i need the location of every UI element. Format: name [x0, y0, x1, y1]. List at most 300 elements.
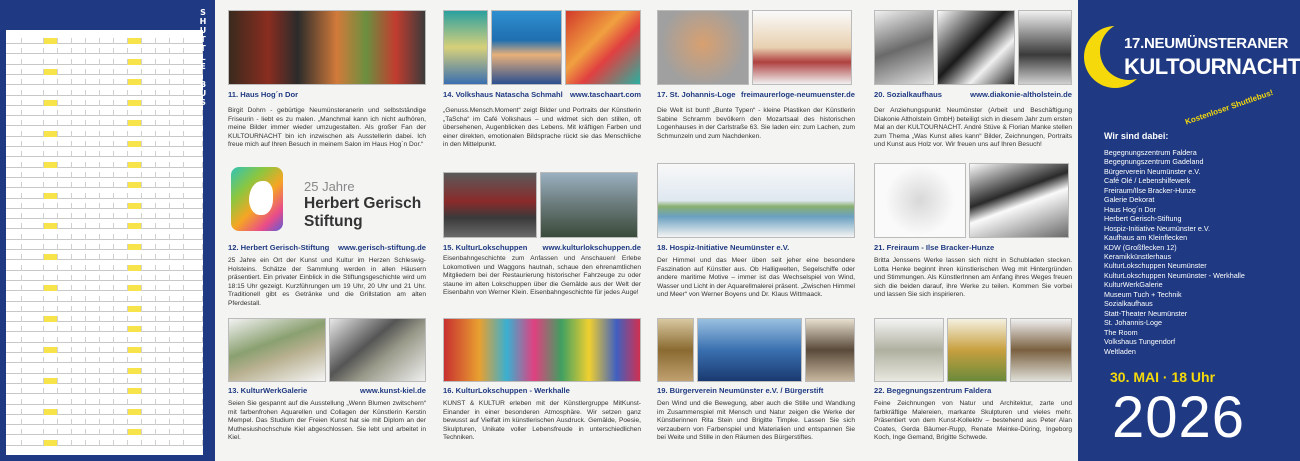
entry-11	[228, 10, 426, 162]
shuttle-cell	[22, 182, 44, 188]
shuttle-cell	[6, 429, 22, 435]
shuttle-cell	[170, 419, 184, 425]
shuttle-cell	[156, 296, 170, 302]
shuttle-cell	[114, 48, 128, 54]
entry-18-text: Der Himmel und das Meer üben seit jeher eine besondere Faszination auf Künstler aus. Ob Halligwelten, Segelschiffe oder andere maritime Motive – immer ist das Wechselspiel von Wind, Wasser und Licht in der Aquarellmalerei präsent. „Zwischen Himmel und Meer“ von Werner Boyens und Dr. Klaus Wittmaack.	[657, 257, 856, 299]
shuttle-cell	[86, 399, 100, 405]
entry-11-images	[228, 10, 426, 85]
shuttle-cell	[58, 440, 72, 446]
shuttle-cell	[86, 347, 100, 353]
shuttle-cell	[6, 193, 22, 199]
shuttle-cell	[114, 182, 128, 188]
entry-11-text: Birgit Dohrn - gebürtige Neumünsteranerin und selbstständige Friseurin - liebt es zu malen. „Manchmal kann ich nicht aufhören, meine Bilder immer wieder umzugestalten. Als großer Fan der KULTOURNACHT bin ich inzwischen als Ausstellerin dabei. Ich freue mich auf Ihren Besuch in meinem Salon im Haus Hog´n Dor.“	[228, 107, 426, 149]
participant-item: Begegnungszentrum Gadeland	[1104, 157, 1204, 167]
shuttle-cell	[170, 182, 184, 188]
shuttle-row	[6, 213, 203, 219]
shuttle-cell	[44, 59, 58, 65]
shuttle-cell	[156, 285, 170, 291]
entry-19-text: Den Wind und die Bewegung, aber auch die Stille und Wandlung im Zusammenspiel mit Mensch und Natur zeigen die Werke der Künstlerinnen Rita Stein und Brigitte Timpke. Lassen Sie sich verzaubern von Farbenspiel und Materialien und entspannen Sie bei Weite und Stille in den Räumen des Bürgerstiftes.	[657, 400, 855, 442]
shuttle-cell	[6, 203, 22, 209]
shuttle-cell	[128, 151, 142, 157]
shuttle-row	[6, 378, 203, 384]
shuttle-cell	[128, 234, 142, 240]
shuttle-cell	[58, 306, 72, 312]
shuttle-cell	[22, 337, 44, 343]
participant-item: Herbert Gerisch-Stiftung	[1104, 214, 1182, 224]
shuttle-cell	[170, 48, 184, 54]
entry-14-photo-1	[443, 10, 488, 85]
shuttle-cell	[6, 100, 22, 106]
entry-15-url[interactable]: www.kulturlokschuppen.de	[542, 243, 641, 252]
shuttle-cell	[22, 296, 44, 302]
shuttle-cell	[170, 357, 184, 363]
entry-14-url[interactable]: www.taschaart.com	[569, 90, 641, 99]
shuttle-row	[6, 254, 203, 260]
participant-item: Kaufhaus am Kleinflecken	[1104, 233, 1188, 243]
shuttle-cell	[86, 110, 100, 116]
shuttle-cell	[44, 234, 58, 240]
shuttle-cell	[114, 69, 128, 75]
shuttle-cell	[86, 213, 100, 219]
shuttle-cell	[128, 213, 142, 219]
shuttle-cell	[72, 193, 86, 199]
entry-14-photo-3	[565, 10, 641, 85]
shuttle-cell	[128, 110, 142, 116]
shuttle-cell	[114, 337, 128, 343]
shuttle-cell	[86, 254, 100, 260]
shuttle-cell	[58, 213, 72, 219]
shuttle-cell	[44, 409, 58, 415]
shuttle-cell	[58, 409, 72, 415]
shuttle-cell	[142, 100, 156, 106]
shuttle-cell	[170, 234, 184, 240]
shuttle-cell	[6, 223, 22, 229]
participant-item: KDW (Großflecken 12)	[1104, 242, 1177, 252]
shuttle-cell	[184, 193, 203, 199]
shuttle-cell	[184, 141, 203, 147]
participant-item: Hospiz-Initiative Neumünster e.V.	[1104, 223, 1210, 233]
shuttle-cell	[58, 120, 72, 126]
participant-item: Statt-Theater Neumünster	[1104, 308, 1188, 318]
entry-14-photo-2	[491, 10, 562, 85]
shuttle-cell	[72, 213, 86, 219]
shuttle-cell	[128, 38, 142, 44]
shuttle-cell	[142, 59, 156, 65]
shuttle-cell	[114, 131, 128, 137]
shuttle-cell	[72, 275, 86, 281]
shuttle-cell	[156, 347, 170, 353]
shuttle-cell	[156, 429, 170, 435]
shuttle-row	[6, 38, 203, 44]
shuttle-cell	[6, 172, 22, 178]
shuttle-cell	[100, 296, 114, 302]
shuttle-cell	[114, 100, 128, 106]
entry-20-text: Der Anziehungspunkt Neumünster (Arbeit und Beschäftigung Diakonie Altholstein GmbH) beteiligt sich in diesem Jahr zum ersten Mal an der KULTOURNACHT. André Stüve & Florian Manke stellen zum Thema „Was Kunst alles kann“ Bilder, Zeichnungen, Portraits und Kunst aus Holz vor. Wir freuen uns auf Ihren Besuch!	[874, 107, 1072, 149]
participant-item: Sozialkaufhaus	[1104, 299, 1153, 309]
participant-item: Volkshaus Tungendorf	[1104, 337, 1176, 347]
shuttle-cell	[86, 79, 100, 85]
shuttle-cell	[114, 254, 128, 260]
shuttle-cell	[142, 141, 156, 147]
shuttle-cell	[156, 172, 170, 178]
shuttle-cell	[142, 419, 156, 425]
shuttle-row	[6, 337, 203, 343]
shuttle-cell	[58, 337, 72, 343]
shuttle-cell	[142, 162, 156, 168]
column-1	[228, 0, 426, 461]
shuttle-cell	[22, 419, 44, 425]
shuttle-row	[6, 347, 203, 353]
shuttle-cell	[86, 388, 100, 394]
shuttle-cell	[44, 213, 58, 219]
shuttle-cell	[114, 368, 128, 374]
entry-20	[874, 10, 1072, 162]
entry-14	[443, 10, 641, 162]
entry-21-photo-1	[874, 163, 966, 238]
shuttle-cell	[6, 440, 22, 446]
shuttle-cell	[170, 223, 184, 229]
shuttle-cell	[86, 172, 100, 178]
shuttle-cell	[22, 193, 44, 199]
shuttle-cell	[22, 172, 44, 178]
shuttle-cell	[184, 429, 203, 435]
shuttle-cell	[72, 347, 86, 353]
shuttle-cell	[114, 409, 128, 415]
shuttle-cell	[44, 440, 58, 446]
shuttle-cell	[100, 120, 114, 126]
shuttle-cell	[100, 254, 114, 260]
entry-16-photo	[443, 318, 641, 382]
shuttle-cell	[170, 347, 184, 353]
shuttle-cell	[170, 388, 184, 394]
shuttle-cell	[44, 193, 58, 199]
shuttle-cell	[100, 100, 114, 106]
shuttle-cell	[6, 244, 22, 250]
entry-11-title: 11. Haus Hog´n Dor	[228, 90, 299, 99]
shuttle-cell	[22, 79, 44, 85]
shuttle-cell	[44, 151, 58, 157]
entry-21-text: Britta Jenssens Werke lassen sich nicht in Schubladen stecken. Lotta Henke beginnt ihren künstlerischen Weg mit Hintergründen und Stimmungen. Als KünstlerInnen am Anfang ihres Weges freuen sich die beiden darauf, ihre Werke zu teilen. Kommen Sie vorbei und lassen Sie sich inspirieren.	[874, 257, 1072, 299]
shuttle-cell	[86, 162, 100, 168]
shuttle-cell	[72, 48, 86, 54]
shuttle-cell	[22, 234, 44, 240]
shuttle-row	[6, 69, 203, 75]
shuttle-cell	[22, 347, 44, 353]
shuttle-cell	[86, 368, 100, 374]
shuttle-cell	[156, 59, 170, 65]
shuttle-cell	[128, 337, 142, 343]
shuttle-row	[6, 326, 203, 332]
entry-22-photo-3	[1010, 318, 1072, 382]
shuttle-cell	[72, 182, 86, 188]
entry-13-photo-2	[329, 318, 426, 382]
shuttle-cell	[156, 141, 170, 147]
shuttle-cell	[142, 296, 156, 302]
gerisch-logo-years: 25 Jahre	[304, 179, 355, 194]
shuttle-cell	[156, 69, 170, 75]
shuttle-cell	[44, 172, 58, 178]
shuttle-row	[6, 48, 203, 54]
shuttle-cell	[100, 193, 114, 199]
shuttle-cell	[44, 378, 58, 384]
participant-item: KulturLokschuppen Neumünster	[1104, 261, 1207, 271]
shuttle-cell	[44, 120, 58, 126]
shuttle-cell	[22, 223, 44, 229]
shuttle-cell	[114, 388, 128, 394]
entry-12-text: 25 Jahre ein Ort der Kunst und Kultur im Herzen Schleswig-Holsteins. Schätze der Sammlung werden in allen Häusern präsentiert. Ein privater Einblick in die Stiftungsgeschichte wird um 18:15 Uhr gezeigt. Kurzführungen um 19 Uhr, 20 Uhr und 21 Uhr. Traditionell gibt es Getränke und die Grillstation am alten Pferdestall.	[228, 257, 426, 307]
shuttle-cell	[156, 419, 170, 425]
shuttle-cell	[58, 429, 72, 435]
shuttle-cell	[72, 172, 86, 178]
shuttle-cell	[142, 193, 156, 199]
shuttle-row	[6, 440, 203, 446]
shuttle-cell	[114, 223, 128, 229]
shuttle-cell	[100, 131, 114, 137]
shuttle-cell	[170, 69, 184, 75]
shuttle-cell	[156, 131, 170, 137]
shuttle-cell	[128, 69, 142, 75]
entry-20-photo-3	[1018, 10, 1072, 85]
entry-17	[657, 10, 855, 162]
shuttle-row	[6, 357, 203, 363]
shuttle-cell	[184, 265, 203, 271]
shuttle-cell	[22, 69, 44, 75]
participant-item: Galerie Dekorat	[1104, 195, 1155, 205]
shuttle-cell	[100, 141, 114, 147]
shuttle-cell	[44, 285, 58, 291]
participant-item: KulturWerkGalerie	[1104, 280, 1163, 290]
shuttle-cell	[100, 265, 114, 271]
shuttle-cell	[184, 409, 203, 415]
shuttle-cell	[170, 337, 184, 343]
entry-13-url[interactable]: www.kunst-kiel.de	[360, 386, 426, 395]
shuttle-cell	[170, 440, 184, 446]
entry-16	[443, 318, 641, 458]
entry-15-photo-1	[443, 172, 537, 238]
shuttle-cell	[100, 223, 114, 229]
shuttle-cell	[114, 399, 128, 405]
shuttle-row	[6, 59, 203, 65]
shuttle-cell	[86, 275, 100, 281]
shuttle-cell	[22, 285, 44, 291]
shuttle-cell	[114, 347, 128, 353]
shuttle-cell	[142, 326, 156, 332]
column-3	[657, 0, 855, 461]
shuttle-cell	[6, 48, 22, 54]
shuttle-cell	[22, 90, 44, 96]
shuttle-cell	[72, 38, 86, 44]
shuttle-cell	[128, 48, 142, 54]
shuttle-cell	[114, 296, 128, 302]
shuttle-cell	[128, 378, 142, 384]
shuttle-cell	[86, 409, 100, 415]
shuttle-cell	[72, 151, 86, 157]
shuttle-cell	[170, 172, 184, 178]
entry-20-images	[874, 10, 1072, 85]
shuttle-cell	[170, 59, 184, 65]
shuttle-cell	[128, 244, 142, 250]
shuttle-cell	[22, 38, 44, 44]
shuttle-cell	[58, 59, 72, 65]
shuttle-cell	[72, 378, 86, 384]
shuttle-cell	[6, 151, 22, 157]
shuttle-cell	[6, 131, 22, 137]
shuttle-cell	[44, 399, 58, 405]
shuttle-cell	[6, 265, 22, 271]
shuttle-cell	[142, 388, 156, 394]
shuttle-cell	[6, 275, 22, 281]
participant-item: Begegnungszentrum Faldera	[1104, 148, 1197, 157]
entry-12-url[interactable]: www.gerisch-stiftung.de	[338, 243, 426, 252]
entry-17-url[interactable]: freimaurerloge-neumuenster.de	[741, 90, 855, 99]
shuttle-cell	[58, 357, 72, 363]
entry-20-photo-2	[937, 10, 1015, 85]
shuttle-cell	[86, 357, 100, 363]
shuttle-cell	[184, 378, 203, 384]
shuttle-cell	[58, 234, 72, 240]
shuttle-title: S H U T T L E B U S	[199, 8, 207, 107]
participant-item: Weltladen	[1104, 346, 1136, 356]
entry-13-text: Seien Sie gespannt auf die Ausstellung „Wenn Blumen zwitschern“ mit farbenfrohen Aquarellen und Collagen der Künstlerin Kerstin Mempel. Das Studium der Freien Kunst hat sie mit Diplom an der Muthesiushochschule Kiel abgeschlossen. Sie lebt und arbeitet in Kiel.	[228, 400, 426, 442]
shuttle-cell	[114, 265, 128, 271]
shuttle-cell	[6, 388, 22, 394]
shuttle-cell	[156, 110, 170, 116]
shuttle-cell	[44, 69, 58, 75]
shuttle-cell	[22, 265, 44, 271]
shuttle-cell	[184, 254, 203, 260]
shuttle-cell	[114, 244, 128, 250]
shuttle-cell	[156, 234, 170, 240]
shuttle-cell	[100, 213, 114, 219]
entry-12-title: 12. Herbert Gerisch-Stiftung www.gerisch-stiftung.de	[228, 243, 426, 252]
shuttle-cell	[72, 234, 86, 240]
shuttle-cell	[142, 275, 156, 281]
shuttle-cell	[22, 440, 44, 446]
shuttle-row	[6, 131, 203, 137]
entry-18-images	[657, 163, 855, 238]
shuttle-cell	[22, 306, 44, 312]
shuttle-cell	[58, 368, 72, 374]
shuttle-cell	[128, 182, 142, 188]
shuttle-cell	[44, 306, 58, 312]
shuttle-cell	[6, 59, 22, 65]
shuttle-cell	[86, 419, 100, 425]
entry-19-photo-3	[805, 318, 855, 382]
shuttle-row	[6, 429, 203, 435]
shuttle-cell	[6, 357, 22, 363]
shuttle-cell	[114, 151, 128, 157]
shuttle-cell	[6, 368, 22, 374]
shuttle-cell	[58, 100, 72, 106]
shuttle-cell	[100, 368, 114, 374]
entry-15-photo-2	[540, 172, 638, 238]
shuttle-cell	[44, 275, 58, 281]
participant-item: Keramikkünstlerhaus	[1104, 251, 1172, 261]
shuttle-cell	[22, 326, 44, 332]
shuttle-cell	[142, 440, 156, 446]
shuttle-row	[6, 285, 203, 291]
participant-item: The Room	[1104, 327, 1138, 337]
shuttle-row	[6, 182, 203, 188]
shuttle-cell	[72, 419, 86, 425]
shuttle-cell	[128, 254, 142, 260]
shuttle-cell	[114, 79, 128, 85]
shuttle-cell	[184, 285, 203, 291]
shuttle-cell	[142, 213, 156, 219]
shuttle-cell	[114, 326, 128, 332]
shuttle-row	[6, 193, 203, 199]
entry-19-title: 19. Bürgerverein Neumünster e.V. / Bürgerstift	[657, 386, 824, 395]
shuttle-row	[6, 162, 203, 168]
shuttle-cell	[114, 38, 128, 44]
shuttle-cell	[6, 254, 22, 260]
shuttle-cell	[72, 59, 86, 65]
shuttle-cell	[44, 337, 58, 343]
shuttle-cell	[142, 182, 156, 188]
shuttle-cell	[44, 368, 58, 374]
shuttle-cell	[58, 265, 72, 271]
shuttle-cell	[156, 306, 170, 312]
shuttle-cell	[72, 203, 86, 209]
shuttle-cell	[170, 131, 184, 137]
entry-22-photo-2	[947, 318, 1007, 382]
shuttle-cell	[6, 419, 22, 425]
shuttle-cell	[58, 388, 72, 394]
shuttle-cell	[184, 151, 203, 157]
shuttle-cell	[184, 172, 203, 178]
shuttle-cell	[184, 440, 203, 446]
shuttle-cell	[58, 69, 72, 75]
shuttle-cell	[72, 409, 86, 415]
shuttle-cell	[170, 296, 184, 302]
entry-21	[874, 163, 1072, 313]
shuttle-cell	[58, 141, 72, 147]
shuttle-cell	[142, 203, 156, 209]
entry-20-url[interactable]: www.diakonie-altholstein.de	[970, 90, 1072, 99]
gerisch-logo	[228, 165, 426, 235]
shuttle-cell	[72, 285, 86, 291]
shuttle-row	[6, 120, 203, 126]
shuttle-cell	[128, 347, 142, 353]
shuttle-cell	[44, 429, 58, 435]
event-year: 2026	[1112, 385, 1246, 450]
shuttle-cell	[170, 275, 184, 281]
shuttle-cell	[128, 59, 142, 65]
shuttle-cell	[184, 399, 203, 405]
shuttle-cell	[128, 419, 142, 425]
entry-17-images	[657, 10, 852, 85]
shuttle-cell	[22, 151, 44, 157]
shuttle-cell	[100, 419, 114, 425]
shuttle-cell	[114, 162, 128, 168]
shuttle-cell	[86, 38, 100, 44]
shuttle-cell	[184, 234, 203, 240]
entry-14-images	[443, 10, 641, 85]
shuttle-cell	[44, 357, 58, 363]
shuttle-cell	[128, 90, 142, 96]
shuttle-cell	[22, 409, 44, 415]
shuttle-cell	[58, 316, 72, 322]
shuttle-cell	[156, 254, 170, 260]
shuttle-cell	[86, 193, 100, 199]
entry-22-photo-1	[874, 318, 944, 382]
shuttle-cell	[142, 316, 156, 322]
shuttle-cell	[100, 285, 114, 291]
shuttle-cell	[72, 162, 86, 168]
shuttle-cell	[100, 429, 114, 435]
shuttle-cell	[22, 388, 44, 394]
right-panel	[1078, 0, 1300, 461]
